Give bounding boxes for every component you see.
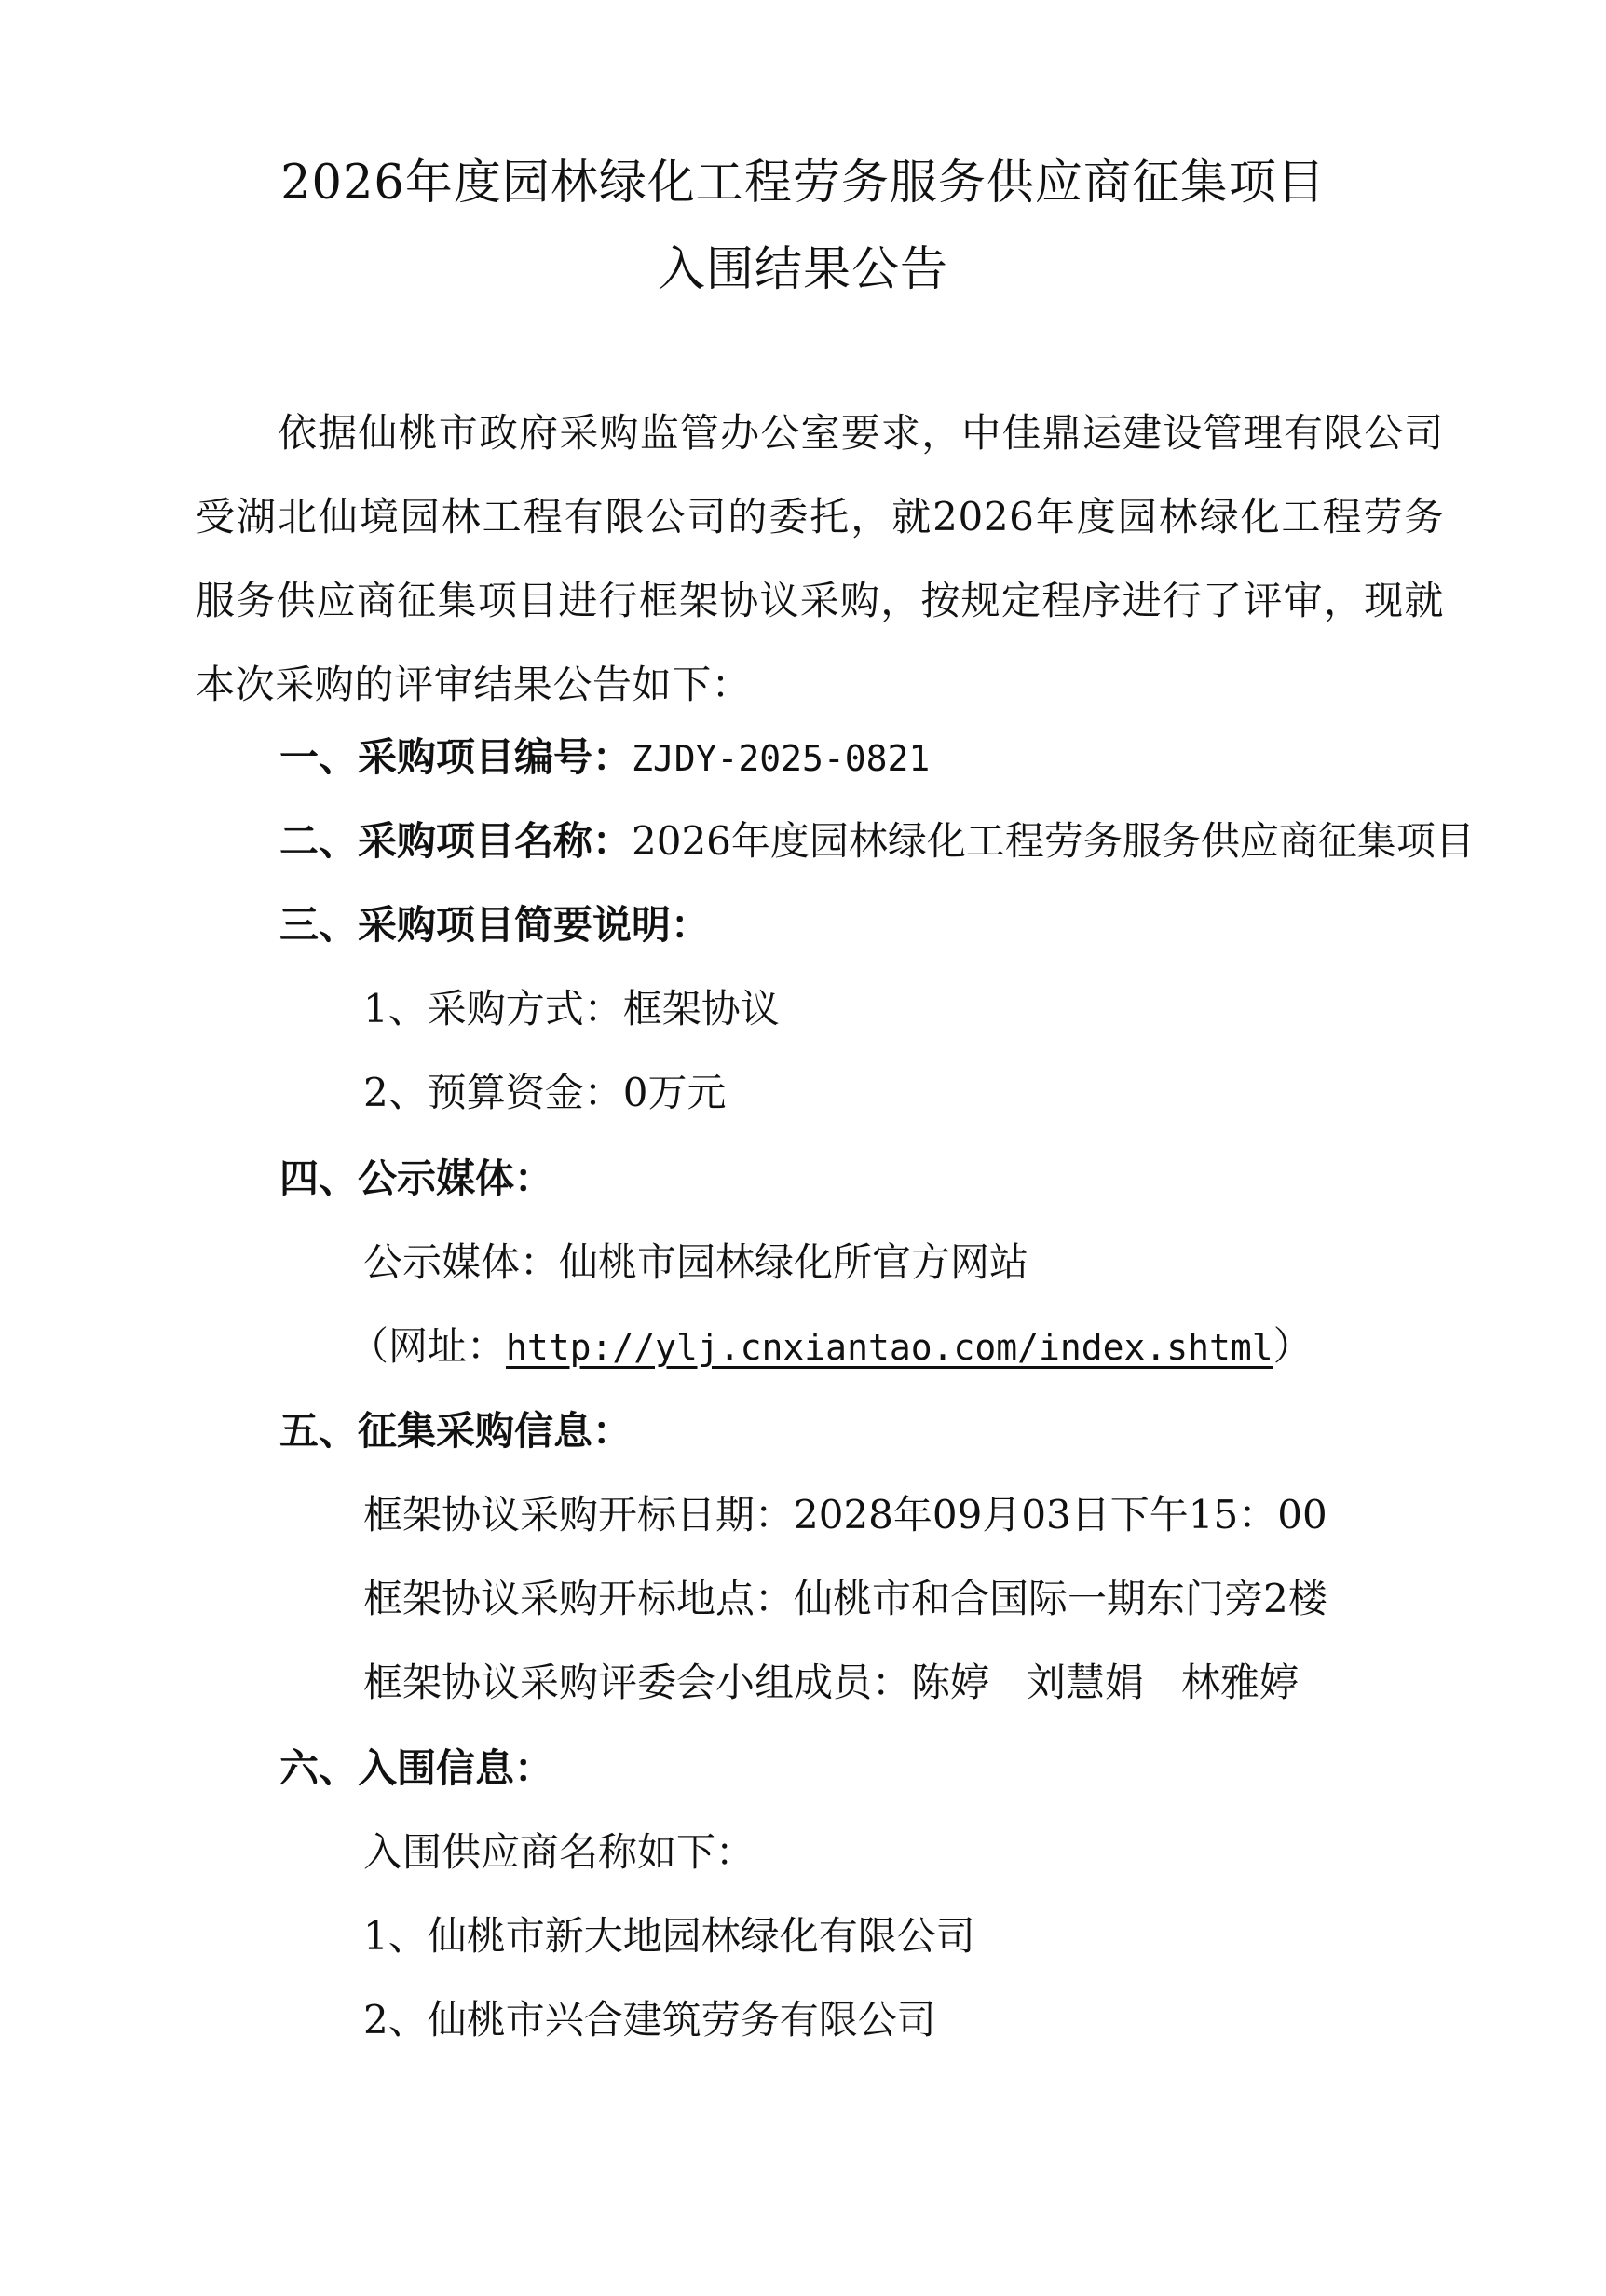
document-title-line1: 2026年度园林绿化工程劳务服务供应商征集项目: [280, 156, 1326, 211]
url-suffix: ）: [1273, 1323, 1313, 1369]
project-number: ZJDY-2025-0821: [632, 738, 931, 779]
shortlist-intro: 入围供应商名称如下：: [363, 1829, 755, 1875]
committee-member: 林雅婷: [1181, 1660, 1300, 1705]
website-line: [349, 1320, 1313, 1374]
section6-label: 六、入围信息：: [279, 1745, 554, 1791]
section1-line: [279, 731, 930, 785]
procurement-method: 1、采购方式：框架协议: [363, 986, 780, 1032]
supplier-item: 1、仙桃市新大地园林绿化有限公司: [363, 1913, 975, 1959]
committee-member: 陈婷: [911, 1660, 990, 1705]
supplier-item: 2、仙桃市兴合建筑劳务有限公司: [363, 1997, 936, 2043]
intro-paragraph: 依据仙桃市政府采购监管办公室要求，中佳鼎运建设管理有限公司受湖北仙境园林工程有限公司的委托，就2026年度园林绿化工程劳务服务供应商征集项目进行框架协议采购，按规定程序进行了评审，现就本次采购的评审结果公告如下：: [196, 410, 1444, 707]
bid-opening-date: 框架协议采购开标日期：2028年09月03日下午15：00: [363, 1492, 1327, 1538]
section2-label: 二、采购项目名称：: [279, 818, 633, 864]
section3-label: 三、采购项目简要说明：: [279, 902, 711, 948]
project-name: 2026年度园林绿化工程劳务服务供应商征集项目: [632, 818, 1475, 864]
committee-member: 刘慧娟: [1027, 1660, 1145, 1705]
website-link[interactable]: http://ylj.cnxiantao.com/index.shtml: [506, 1327, 1273, 1368]
committee-label: 框架协议采购评委会小组成员：: [363, 1660, 912, 1705]
section2-line: [279, 815, 1475, 868]
bid-opening-place: 框架协议采购开标地点：仙桃市和合国际一期东门旁2楼: [363, 1576, 1327, 1621]
section5-label: 五、征集采购信息：: [279, 1408, 633, 1454]
budget: 2、预算资金：0万元: [363, 1070, 727, 1115]
section4-label: 四、公示媒体：: [279, 1155, 554, 1201]
document-title-line2: 入围结果公告: [657, 242, 948, 297]
url-prefix: （网址：: [349, 1323, 507, 1369]
committee-line: [363, 1657, 1299, 1709]
publication-media: 公示媒体：仙桃市园林绿化所官方网站: [363, 1239, 1029, 1285]
section1-label: 一、采购项目编号：: [279, 734, 633, 780]
